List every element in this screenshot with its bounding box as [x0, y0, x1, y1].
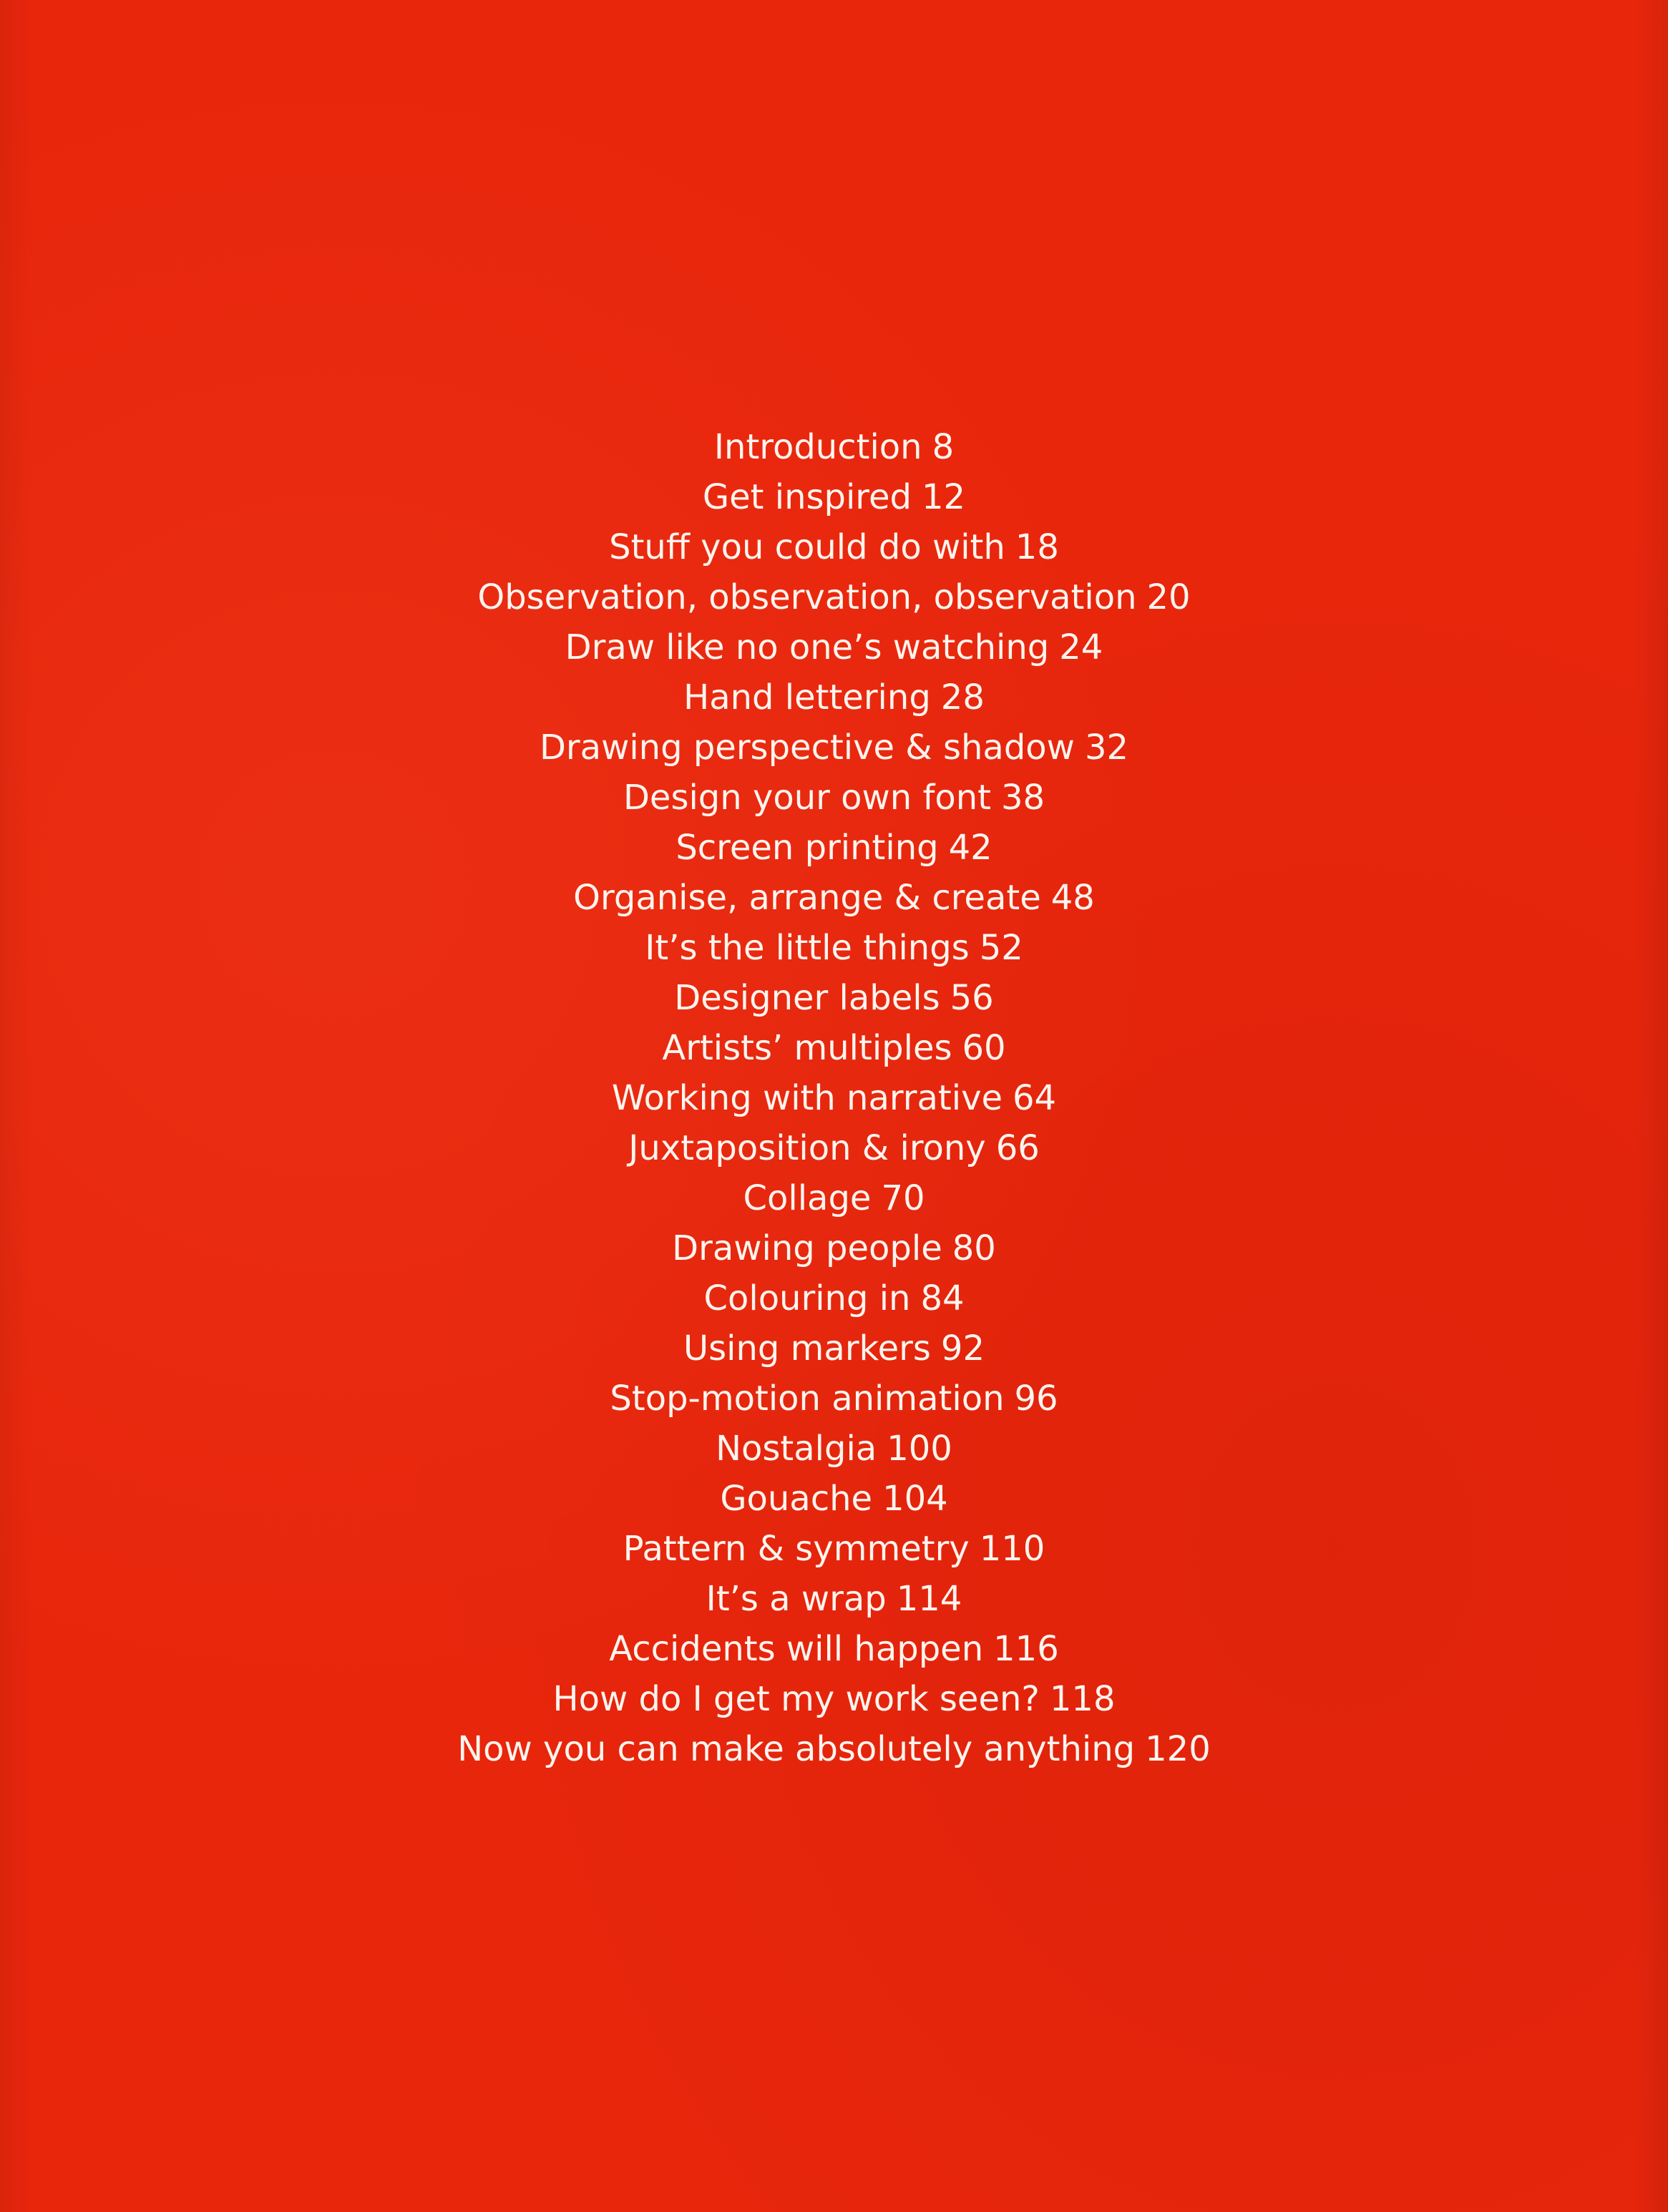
toc-entry [0, 723, 1668, 773]
toc-entry [0, 1424, 1668, 1474]
toc-entry-title: Accidents will happen [609, 1629, 984, 1669]
toc-entry [0, 1073, 1668, 1123]
toc-entry [0, 672, 1668, 723]
toc-entry-page: 118 [1049, 1679, 1116, 1719]
toc-entry-page: 96 [1014, 1379, 1058, 1419]
toc-entry-page: 70 [881, 1178, 925, 1218]
table-of-contents [0, 422, 1668, 1774]
toc-entry-title: Nostalgia [716, 1429, 877, 1469]
toc-entry-title: It’s a wrap [706, 1579, 887, 1619]
toc-entry-page: 56 [950, 978, 994, 1018]
toc-entry-page: 60 [962, 1028, 1006, 1068]
toc-entry [0, 1574, 1668, 1624]
toc-entry [0, 1323, 1668, 1374]
toc-entry-title: Drawing perspective & shadow [539, 728, 1075, 768]
toc-entry-page: 104 [882, 1479, 948, 1519]
toc-entry-page: 100 [887, 1429, 952, 1469]
toc-entry [0, 1374, 1668, 1424]
toc-entry [0, 1273, 1668, 1323]
toc-entry [0, 1674, 1668, 1724]
toc-entry-page: 92 [940, 1328, 985, 1369]
toc-entry-page: 64 [1013, 1078, 1057, 1118]
toc-entry-page: 32 [1084, 728, 1129, 768]
toc-entry [0, 422, 1668, 472]
toc-entry-title: Using markers [683, 1328, 931, 1369]
toc-entry-page: 42 [948, 828, 992, 868]
toc-entry-title: Collage [743, 1178, 872, 1218]
toc-entry-title: It’s the little things [645, 928, 970, 968]
toc-entry-title: Get inspired [702, 477, 912, 517]
toc-entry-title: Pattern & symmetry [623, 1529, 970, 1569]
toc-entry-page: 8 [932, 427, 955, 467]
toc-entry-page: 20 [1146, 577, 1191, 617]
toc-entry-title: Screen printing [676, 828, 939, 868]
toc-entry-title: Working with narrative [611, 1078, 1003, 1118]
toc-entry-page: 114 [896, 1579, 962, 1619]
toc-entry-title: Juxtaposition & irony [628, 1128, 986, 1168]
toc-entry-title: Hand lettering [683, 677, 931, 718]
toc-entry [0, 773, 1668, 823]
toc-entry [0, 1123, 1668, 1173]
toc-entry [0, 1624, 1668, 1674]
toc-entry-page: 24 [1059, 627, 1103, 667]
toc-entry [0, 622, 1668, 672]
toc-entry-page: 28 [940, 677, 985, 718]
toc-entry-page: 18 [1015, 527, 1059, 567]
toc-entry-title: How do I get my work seen? [552, 1679, 1040, 1719]
toc-entry-page: 52 [979, 928, 1023, 968]
toc-entry [0, 923, 1668, 973]
toc-entry-title: Stuff you could do with [609, 527, 1005, 567]
toc-entry-title: Designer labels [674, 978, 940, 1018]
toc-entry-title: Drawing people [672, 1228, 942, 1268]
toc-entry-title: Colouring in [703, 1278, 911, 1318]
toc-entry [0, 1223, 1668, 1273]
toc-entry-page: 120 [1145, 1729, 1211, 1769]
toc-entry [0, 1474, 1668, 1524]
toc-entry-page: 38 [1000, 778, 1045, 818]
toc-entry-title: Organise, arrange & create [573, 878, 1041, 918]
toc-entry-title: Stop-motion animation [610, 1379, 1005, 1419]
toc-entry-title: Gouache [720, 1479, 873, 1519]
toc-entry [0, 1173, 1668, 1223]
toc-entry-page: 84 [920, 1278, 965, 1318]
toc-entry-title: Observation, observation, observation [477, 577, 1137, 617]
toc-entry-title: Draw like no one’s watching [565, 627, 1050, 667]
toc-entry-page: 12 [921, 477, 966, 517]
toc-entry-page: 110 [979, 1529, 1045, 1569]
toc-entry [0, 1023, 1668, 1073]
toc-entry-title: Introduction [713, 427, 922, 467]
toc-entry-page: 80 [952, 1228, 996, 1268]
toc-entry [0, 973, 1668, 1023]
toc-entry [0, 522, 1668, 572]
toc-entry [0, 1524, 1668, 1574]
toc-entry [0, 823, 1668, 873]
toc-entry-title: Design your own font [623, 778, 991, 818]
toc-entry-page: 66 [995, 1128, 1040, 1168]
toc-entry-title: Now you can make absolutely anything [457, 1729, 1136, 1769]
toc-entry [0, 1724, 1668, 1774]
toc-entry-page: 48 [1050, 878, 1095, 918]
toc-entry [0, 572, 1668, 622]
toc-entry-title: Artists’ multiples [662, 1028, 952, 1068]
toc-entry [0, 873, 1668, 923]
toc-entry [0, 472, 1668, 522]
toc-entry-page: 116 [993, 1629, 1059, 1669]
